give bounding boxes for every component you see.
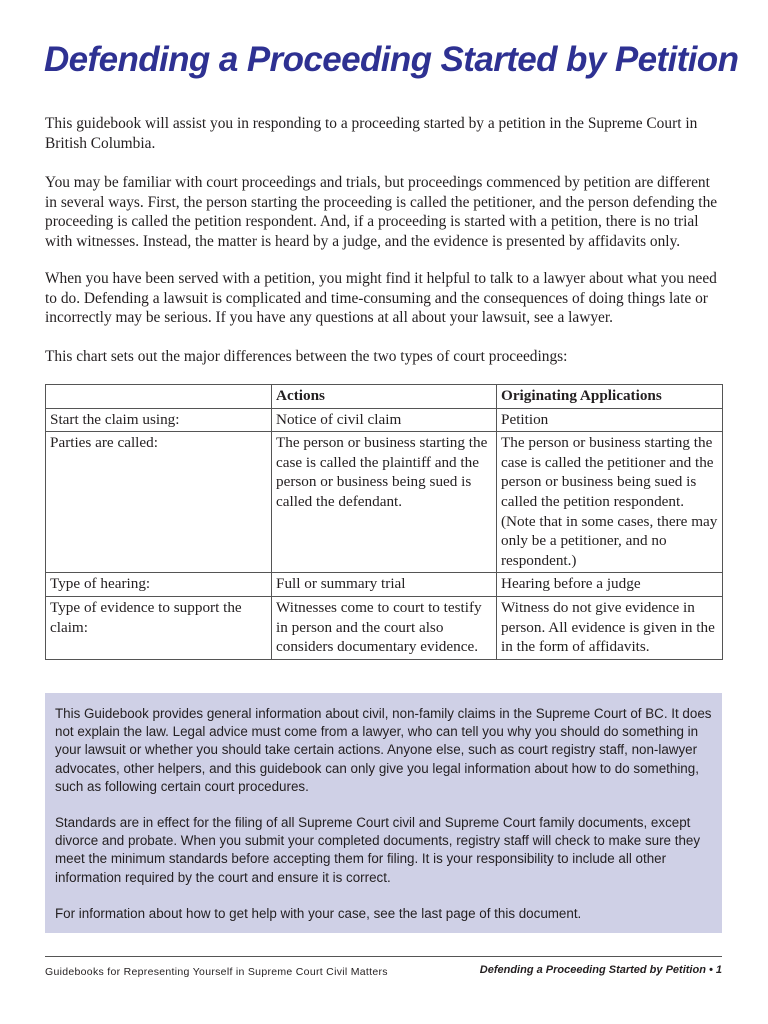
footer-series-title: Guidebooks for Representing Yourself in Supreme Court Civil Matters xyxy=(45,966,388,978)
table-cell: Parties are called: xyxy=(46,432,272,573)
footer-page-label: Defending a Proceeding Started by Petition • 1 xyxy=(479,964,722,976)
disclaimer-box xyxy=(45,693,722,933)
footer-divider xyxy=(45,956,722,957)
table-cell: Witness do not give evidence in person. All evidence is given in the in the form of affidavits. xyxy=(497,596,723,659)
table-cell: Petition xyxy=(497,408,723,432)
intro-paragraph: This guidebook will assist you in responding to a proceeding started by a petition in the Supreme Court in British Columbia. xyxy=(45,115,698,152)
chart-intro-paragraph: This chart sets out the major differences between the two types of court proceedings: xyxy=(45,348,568,365)
table-row xyxy=(46,408,723,432)
standards-paragraph: Standards are in effect for the filing of all Supreme Court civil and Supreme Court family documents, except divorce and probate. When you submit your completed documents, registry staff will check to make sure they meet the minimum standards before accepting them for filing. It is your responsibility to include all other information required by the court and ensure it is correct. xyxy=(55,815,701,885)
table-cell: Full or summary trial xyxy=(272,573,497,597)
disclaimer-paragraph: This Guidebook provides general information about civil, non-family claims in the Supreme Court of BC. It does not explain the law. Legal advice must come from a lawyer, who can tell you why you should do something in your lawsuit or whether you should take certain actions. Anyone else, such as court registry staff, non-lawyer advocates, other helpers, and this guidebook can only give you legal information about how to do something, such as following certain court procedures. xyxy=(55,706,712,794)
table-cell: Notice of civil claim xyxy=(272,408,497,432)
table-row xyxy=(46,596,723,659)
help-info-paragraph: For information about how to get help with your case, see the last page of this document. xyxy=(55,905,582,921)
lawyer-advice-paragraph: When you have been served with a petition, you might find it helpful to talk to a lawyer about what you need to do. Defending a lawsuit is complicated and time-consuming and the consequences of doing things late or incorrectly may be serious. If you have any questions at all about your lawsuit, see a lawyer. xyxy=(45,270,717,327)
table-cell: Start the claim using: xyxy=(46,408,272,432)
proceedings-paragraph: You may be familiar with court proceedings and trials, but proceedings commenced by petition are different in several ways. First, the person starting the proceeding is called the petitioner, and the person defending the proceeding is called the petition respondent. And, if a proceeding is started with a petition, there is no trial with witnesses. Instead, the matter is heard by a judge, and the evidence is presented by affidavits only. xyxy=(45,174,718,250)
table-row xyxy=(46,573,723,597)
page-title: Defending a Proceeding Started by Petition xyxy=(44,40,739,79)
table-row xyxy=(46,432,723,573)
table-cell: Type of hearing: xyxy=(46,573,272,597)
table-cell: The person or business starting the case is called the plaintiff and the person or business being sued is called the defendant. xyxy=(272,432,497,573)
table-cell: Type of evidence to support the claim: xyxy=(46,596,272,659)
table-cell: Hearing before a judge xyxy=(497,573,723,597)
table-cell: Witnesses come to court to testify in person and the court also considers documentary evidence. xyxy=(272,596,497,659)
table-header-cell xyxy=(46,385,272,409)
table-cell: The person or business starting the case is called the petitioner and the person or business being sued is called the petition respondent. (Note that in some cases, there may only be a petitioner, and no respondent.) xyxy=(497,432,723,573)
table-header-cell: Originating Applications xyxy=(497,385,723,409)
table-header-row xyxy=(46,385,723,409)
comparison-table xyxy=(45,384,723,660)
table-header-cell: Actions xyxy=(272,385,497,409)
